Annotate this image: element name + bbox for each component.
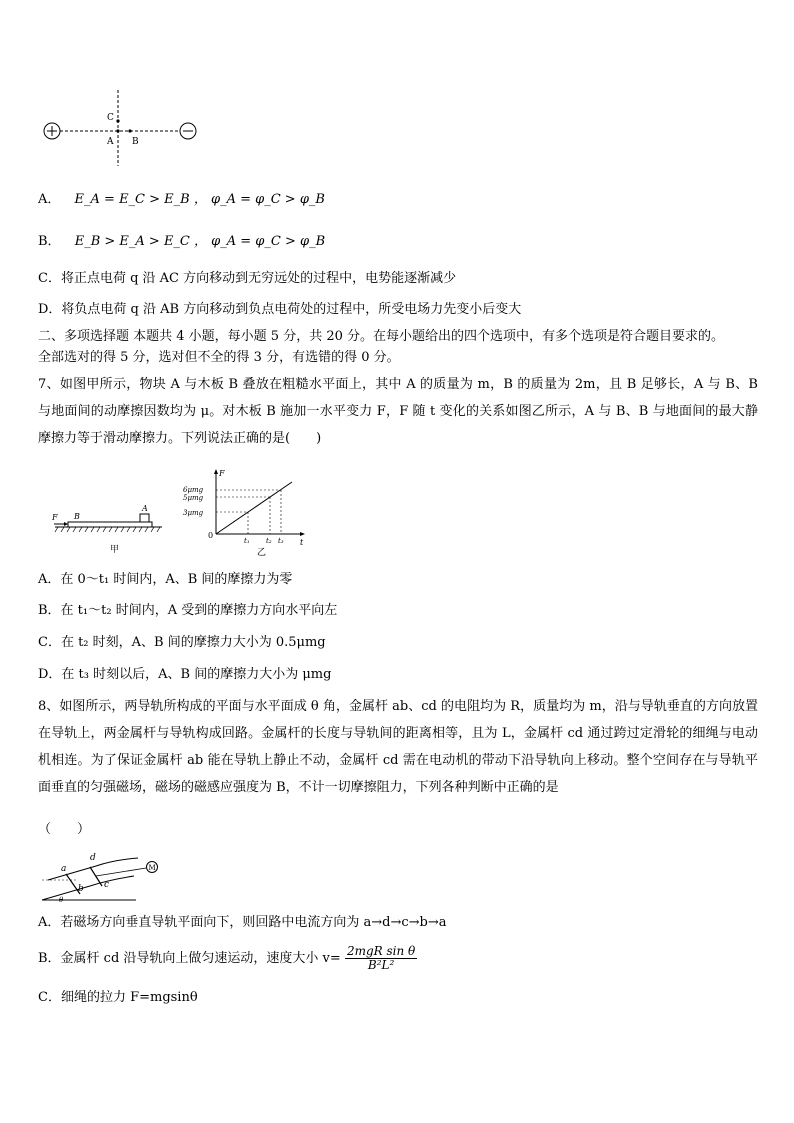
y-tick-6: 6μmg xyxy=(183,486,204,494)
label-a: A xyxy=(107,137,114,147)
section2-line2: 全部选对的得 5 分，选对但不全的得 3 分，有选错的得 0 分。 xyxy=(38,350,400,365)
q6-option-a: A． E_A = E_C > E_B ， φ_A = φ_C > φ_B xyxy=(38,192,325,207)
q6-option-c: C．将正点电荷 q 沿 AC 方向移动到无穷远处的过程中，电势能逐渐减少 xyxy=(38,271,457,286)
q6-option-a-formula: E_A = E_C > E_B ， φ_A = φ_C > φ_B xyxy=(74,192,325,207)
q6-option-d: D．将负点电荷 q 沿 AB 方向移动到负点电荷处的过程中，所受电场力先变小后变大 xyxy=(38,302,522,317)
point-b xyxy=(128,129,131,132)
charge-field-figure xyxy=(38,88,208,168)
y-axis-label: F xyxy=(219,469,225,478)
q6-option-b-formula: E_B > E_A > E_C ， φ_A = φ_C > φ_B xyxy=(74,234,326,249)
q8-stem: 8、如图所示，两导轨所构成的平面与水平面成 θ 角，金属杆 ab、cd 的电阻均为 R，质量均为 m，沿与导轨垂直的方向放置在导轨上，两金属杆与导轨构成回路。金属杆的长度与导轨间的距离相等，且为 L，金属杆 cd 通过跨过定滑轮的细绳与电动机相连。为了保证金属杆 ab 能在导轨上静止不动，金属杆 cd 需在电动机的带动下沿导轨向上移动。整个空间存在与导轨平面垂直的匀强磁场，磁场的磁感应强度为 B，不计一切摩擦阻力，下列各种判断中正确的是 xyxy=(38,699,758,795)
q7-figure-jia xyxy=(50,496,162,556)
velocity-fraction xyxy=(345,945,417,972)
label-d-rod: d xyxy=(90,853,96,863)
label-a-rod: a xyxy=(61,864,67,874)
q8-option-b: B．金属杆 cd 沿导轨向上做匀速运动，速度大小 v= $\frac{\text{2mgR sin θ}}{\text{B²L²}}$ xyxy=(38,944,416,972)
section2-line1: 二、多项选择题 本题共 4 小题，每小题 5 分，共 20 分。在每小题给出的四个选项中，有多个选项是符合题目要求的。 xyxy=(38,329,725,344)
label-theta: θ xyxy=(59,896,64,904)
label-c: C xyxy=(107,113,114,123)
q7-stem: 7、如图甲所示，物块 A 与木板 B 叠放在粗糙水平面上，其中 A 的质量为 m，B 的质量为 2m，且 B 足够长，A 与 B、B 与地面间的动摩擦因数均为 μ。对木板 B 施加一水平变力 F，F 随 t 变化的关系如图乙所示，A 与 B、B 与地面间的最大静摩擦力等于滑动摩擦力。下列说法正确的是( ) xyxy=(38,377,758,446)
q7-figure-yi xyxy=(180,466,312,558)
label-b: B xyxy=(132,137,139,147)
origin-label: 0 xyxy=(208,531,214,540)
q6-option-b: B． E_B > E_A > E_C ， φ_A = φ_C > φ_B xyxy=(38,234,326,249)
rod-cd xyxy=(90,867,102,886)
point-a xyxy=(116,129,119,132)
rope xyxy=(96,868,146,876)
fraction-denominator: B²L² xyxy=(367,958,395,972)
caption-yi: 乙 xyxy=(257,548,267,558)
y-tick-5: 5μmg xyxy=(183,494,204,502)
label-b-board: B xyxy=(74,512,80,521)
x-tick-t1: t₁ xyxy=(244,537,250,545)
label-c-rod: c xyxy=(104,880,110,890)
label-b-rod: b xyxy=(78,884,84,894)
q7-option-d: D．在 t₃ 时刻以后，A、B 间的摩擦力大小为 μmg xyxy=(38,667,332,682)
label-a-block: A xyxy=(142,504,148,513)
q7-option-a: A．在 0～t₁ 时间内，A、B 间的摩擦力为零 xyxy=(38,572,293,587)
y-tick-3: 3μmg xyxy=(183,509,204,517)
x-axis-label: t xyxy=(300,538,304,547)
motor-label: M xyxy=(148,864,156,872)
q8-option-a: A．若磁场方向垂直导轨平面向下，则回路中电流方向为 a→d→c→b→a xyxy=(38,915,447,930)
x-tick-t3: t₃ xyxy=(278,537,284,545)
q8-option-c: C．细绳的拉力 F=mgsinθ xyxy=(38,990,198,1005)
fraction-numerator: 2mgR sin θ xyxy=(346,944,416,958)
caption-jia: 甲 xyxy=(110,545,120,555)
point-c xyxy=(116,119,119,122)
q8-bracket: （ ） xyxy=(38,822,91,837)
q7-option-b: B．在 t₁～t₂ 时间内，A 受到的摩擦力方向水平向左 xyxy=(38,603,338,618)
q8-rail-figure xyxy=(38,846,168,904)
q7-option-c: C．在 t₂ 时刻，A、B 间的摩擦力大小为 0.5μmg xyxy=(38,635,326,650)
lower-rail xyxy=(42,876,134,900)
label-f: F xyxy=(52,513,58,522)
board-b xyxy=(68,522,152,527)
x-tick-t2: t₂ xyxy=(266,537,272,545)
block-a xyxy=(140,514,149,522)
